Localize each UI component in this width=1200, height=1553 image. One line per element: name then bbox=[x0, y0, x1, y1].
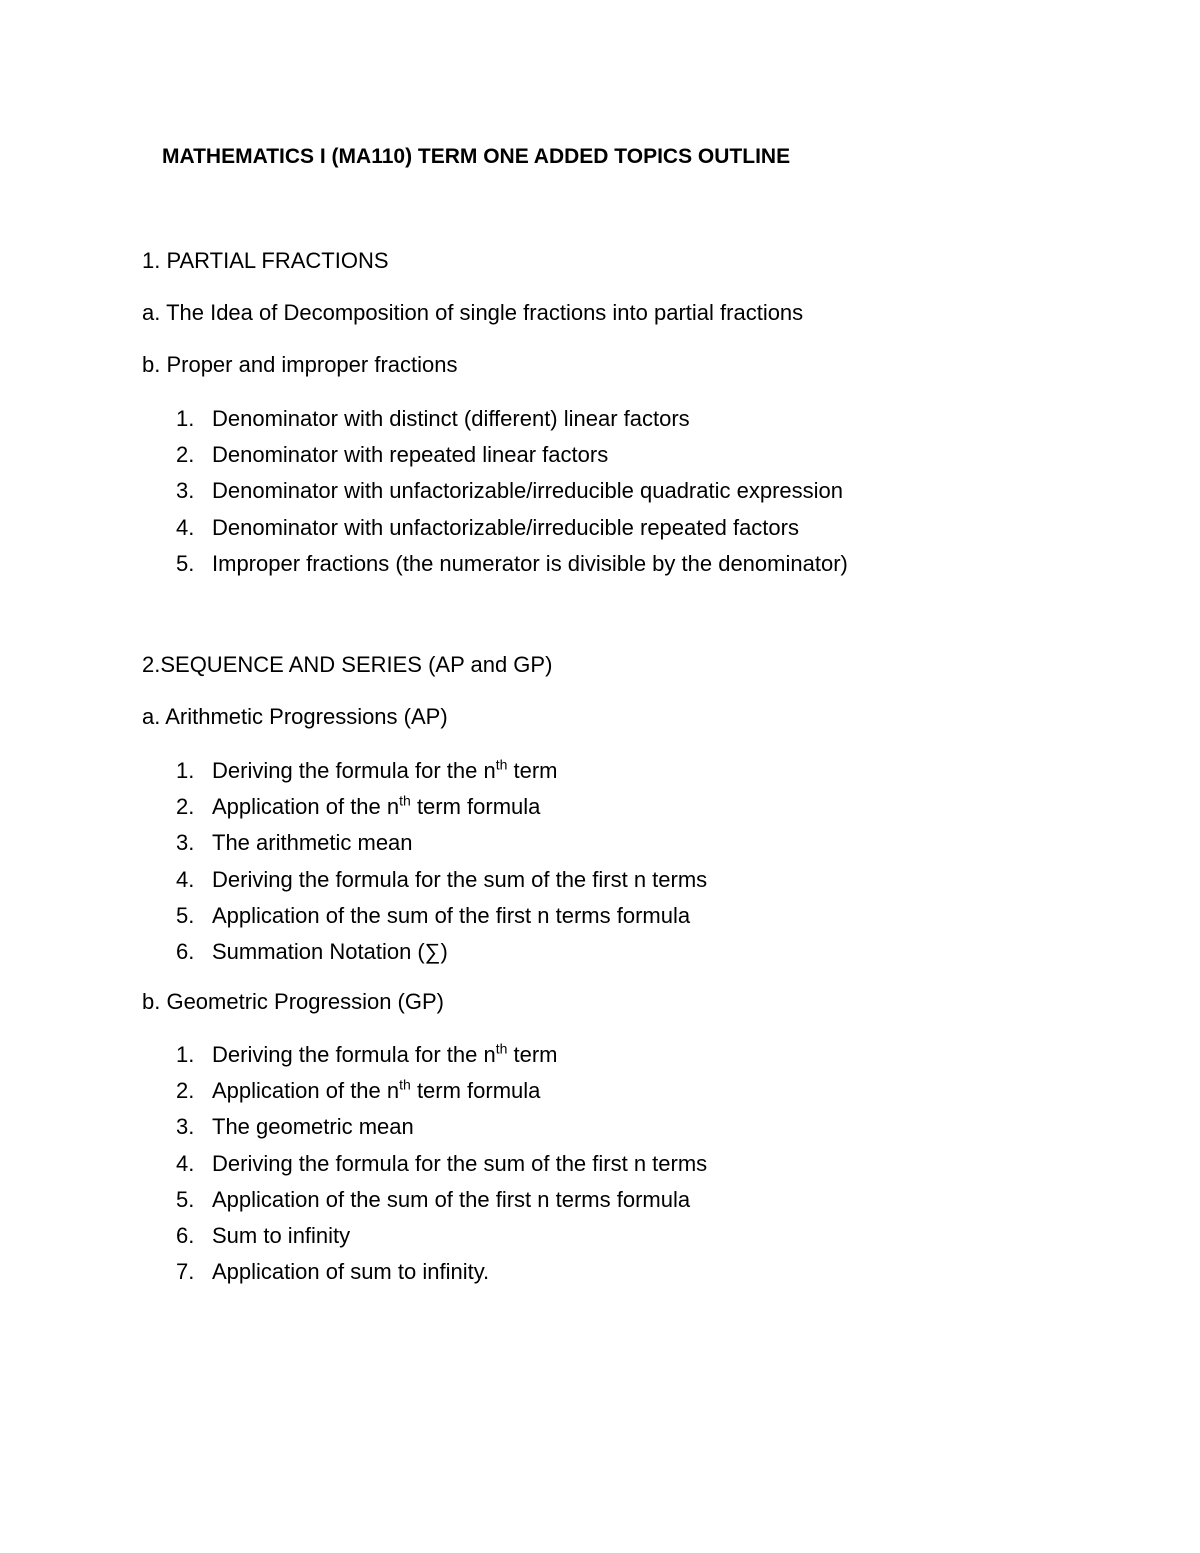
section-2-sub-a: a. Arithmetic Progressions (AP) bbox=[142, 704, 448, 729]
section-2-heading: 2.SEQUENCE AND SERIES (AP and GP) bbox=[142, 652, 553, 677]
list-item-text: Improper fractions (the numerator is divisible by the denominator) bbox=[212, 550, 848, 576]
list-item-text: Deriving the formula for the n bbox=[212, 758, 496, 783]
section-1-heading: 1. PARTIAL FRACTIONS bbox=[142, 248, 389, 273]
list-item bbox=[176, 753, 707, 789]
list-item bbox=[176, 898, 707, 934]
list-item-number: 2. bbox=[176, 442, 195, 468]
list-item bbox=[176, 1037, 707, 1073]
list-item-text: Denominator with unfactorizable/irreducible repeated factors bbox=[212, 514, 799, 540]
superscript: th bbox=[399, 1076, 411, 1093]
superscript: th bbox=[399, 792, 411, 809]
list-item-text: Denominator with repeated linear factors bbox=[212, 442, 609, 468]
list-item-number: 4. bbox=[176, 866, 195, 892]
list-item-number: 1. bbox=[176, 406, 195, 431]
list-item-text: Application of the n bbox=[212, 794, 400, 820]
list-item bbox=[176, 825, 707, 861]
list-item-number: 1. bbox=[176, 758, 195, 783]
list-item-text: Sum to infinity bbox=[212, 1222, 351, 1248]
list-item bbox=[176, 437, 848, 473]
list-item bbox=[176, 789, 707, 825]
list-item-number: 1. bbox=[176, 1042, 195, 1067]
list-item-text: Deriving the formula for the n bbox=[212, 1042, 496, 1067]
list-item-number: 3. bbox=[176, 478, 195, 504]
list-item-number: 5. bbox=[176, 902, 195, 928]
list-item-text: Application of the sum of the first n terms formula bbox=[212, 1186, 691, 1212]
list-item-number: 7. bbox=[176, 1259, 195, 1285]
list-item-text: Application of the sum of the first n terms formula bbox=[212, 902, 691, 928]
list-item bbox=[176, 510, 848, 546]
geometric-progression-list bbox=[176, 1037, 707, 1290]
list-item-text: Denominator with distinct (different) linear factors bbox=[212, 406, 690, 431]
list-item-number: 6. bbox=[176, 1222, 195, 1248]
list-item bbox=[176, 1254, 707, 1290]
list-item-text: Deriving the formula for the sum of the first n terms bbox=[212, 866, 708, 892]
list-item-text: Summation Notation (∑) bbox=[212, 938, 448, 964]
list-item-text: Application of the n bbox=[212, 1078, 400, 1104]
list-item bbox=[176, 1218, 707, 1254]
list-item-number: 2. bbox=[176, 794, 195, 820]
superscript: th bbox=[495, 1040, 508, 1057]
list-item-number: 4. bbox=[176, 514, 195, 540]
list-item-text-after: term bbox=[507, 1042, 558, 1067]
section-1-sub-b: b. Proper and improper fractions bbox=[142, 352, 458, 377]
list-item-number: 5. bbox=[176, 1186, 195, 1212]
list-item-text: The geometric mean bbox=[212, 1114, 414, 1140]
list-item-text: Denominator with unfactorizable/irreducible quadratic expression bbox=[212, 478, 843, 504]
document-title: MATHEMATICS I (MA110) TERM ONE ADDED TOPICS OUTLINE bbox=[162, 145, 791, 168]
list-item-text: The arithmetic mean bbox=[212, 830, 413, 856]
list-item-text: Deriving the formula for the sum of the first n terms bbox=[212, 1150, 708, 1176]
list-item-number: 2. bbox=[176, 1078, 195, 1104]
list-item-text-after: term formula bbox=[410, 794, 541, 820]
list-item-number: 4. bbox=[176, 1150, 195, 1176]
list-item bbox=[176, 546, 848, 582]
list-item bbox=[176, 1182, 707, 1218]
list-item-text-after: term bbox=[507, 758, 558, 783]
list-item bbox=[176, 401, 848, 437]
list-item-number: 6. bbox=[176, 938, 195, 964]
list-item bbox=[176, 934, 707, 970]
list-item-text-after: term formula bbox=[410, 1078, 541, 1104]
partial-fractions-list bbox=[176, 401, 848, 582]
list-item-text: Application of sum to infinity. bbox=[212, 1259, 490, 1285]
list-item bbox=[176, 1109, 707, 1145]
section-2-sub-b: b. Geometric Progression (GP) bbox=[142, 989, 444, 1014]
list-item-number: 5. bbox=[176, 550, 195, 576]
superscript: th bbox=[495, 756, 508, 773]
list-item bbox=[176, 1073, 707, 1109]
list-item bbox=[176, 862, 707, 898]
section-1-sub-a: a. The Idea of Decomposition of single fractions into partial fractions bbox=[142, 300, 804, 325]
list-item-number: 3. bbox=[176, 830, 195, 856]
arithmetic-progression-list bbox=[176, 753, 707, 970]
list-item-number: 3. bbox=[176, 1114, 195, 1140]
list-item bbox=[176, 1146, 707, 1182]
list-item bbox=[176, 473, 848, 509]
